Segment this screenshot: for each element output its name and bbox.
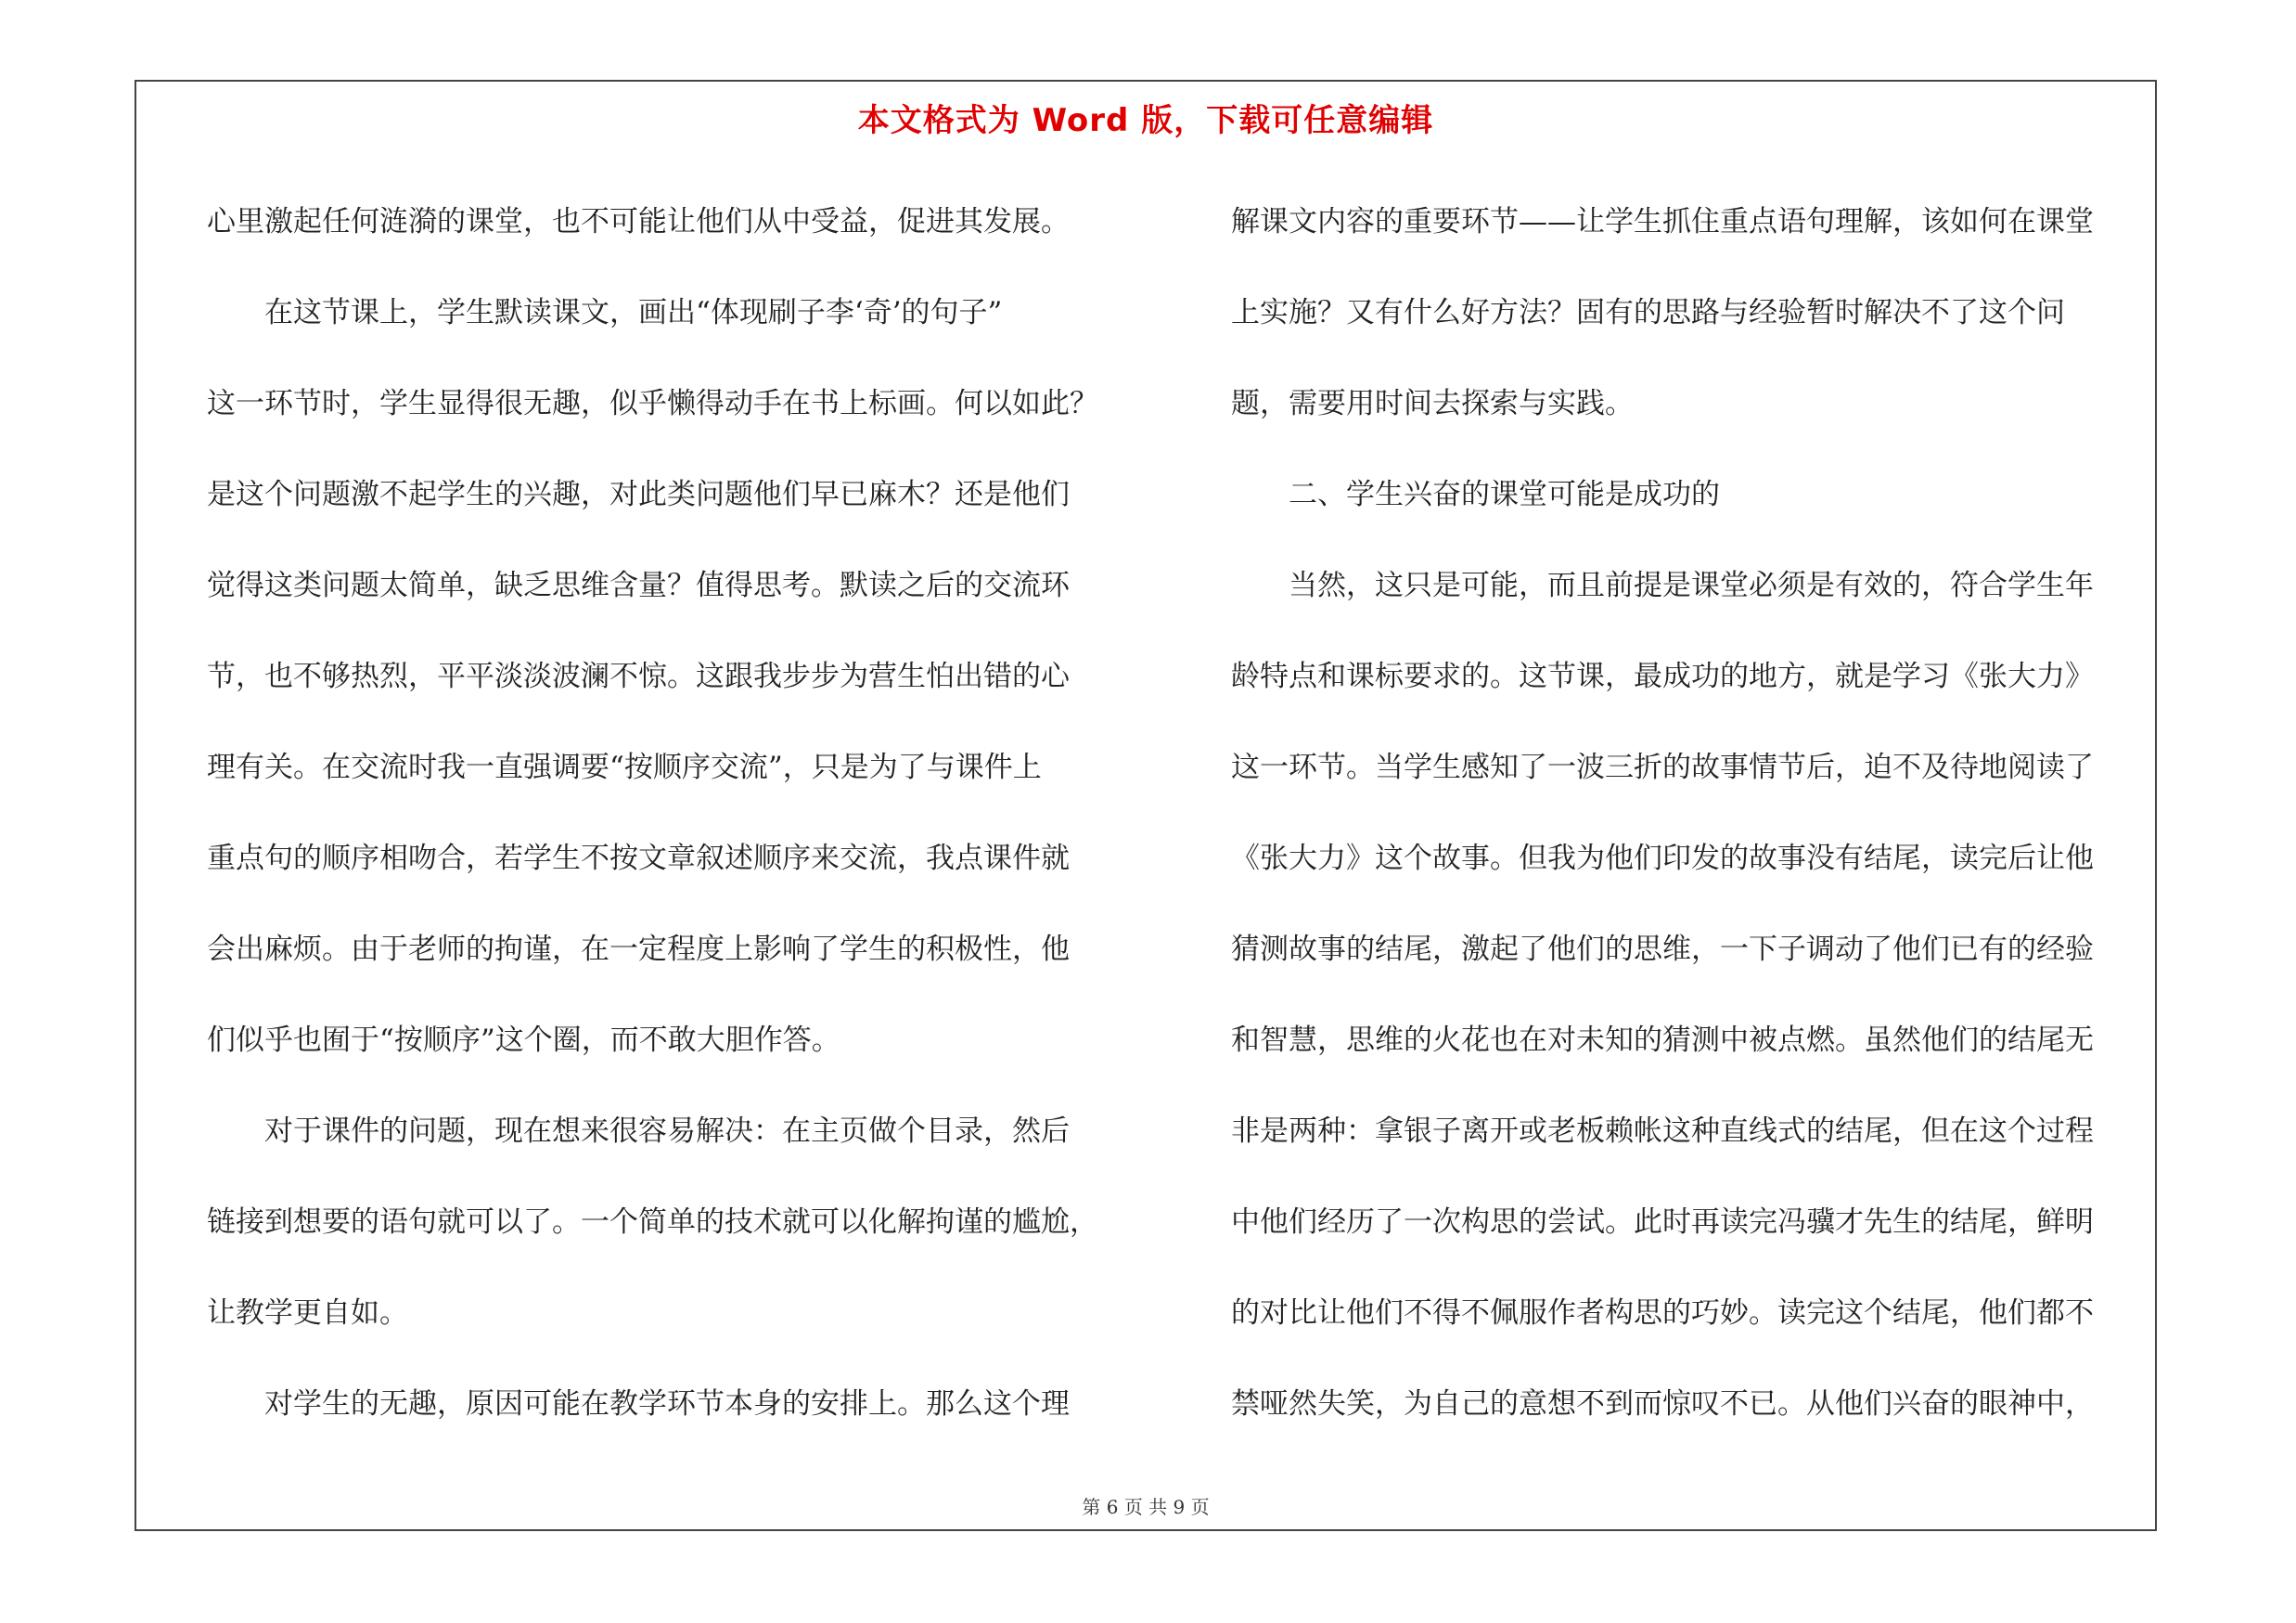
text-line: 理有关。在交流时我一直强调要“按顺序交流”，只是为了与课件上 — [207, 751, 1042, 784]
text-line: 心里激起任何涟漪的课堂，也不可能让他们从中受益，促进其发展。 — [207, 205, 1070, 238]
text-line: 当然，这只是可能，而且前提是课堂必须是有效的，符合学生年 — [1231, 569, 2094, 602]
text-line: 非是两种：拿银子离开或老板赖帐这种直线式的结尾，但在这个过程 — [1231, 1114, 2094, 1148]
word-format-notice: 本文格式为 Word 版，下载可任意编辑 — [857, 102, 1434, 139]
text-line: 中他们经历了一次构思的尝试。此时再读完冯骥才先生的结尾，鲜明 — [1231, 1205, 2094, 1239]
text-line: 猜测故事的结尾，激起了他们的思维，一下子调动了他们已有的经验 — [1231, 933, 2094, 966]
page-frame — [135, 80, 2157, 1531]
text-line: 这一环节时，学生显得很无趣，似乎懒得动手在书上标画。何以如此？ — [207, 387, 1098, 420]
text-line: 节，也不够热烈，平平淡淡波澜不惊。这跟我步步为营生怕出错的心 — [207, 660, 1070, 693]
text-line: 这一环节。当学生感知了一波三折的故事情节后，迫不及待地阅读了 — [1231, 751, 2094, 784]
text-line: 上实施？又有什么好方法？固有的思路与经验暂时解决不了这个问 — [1231, 296, 2065, 329]
right-column — [1231, 176, 2159, 1449]
text-line: 在这节课上，学生默读课文，画出“体现刷子李‘奇’的句子” — [207, 296, 1003, 329]
text-line: 禁哑然失笑，为自己的意想不到而惊叹不已。从他们兴奋的眼神中， — [1231, 1387, 2094, 1421]
text-line: 链接到想要的语句就可以了。一个简单的技术就可以化解拘谨的尴尬， — [207, 1205, 1098, 1239]
text-line: 们似乎也囿于“按顺序”这个圈，而不敢大胆作答。 — [207, 1024, 840, 1057]
section-heading: 二、学生兴奋的课堂可能是成功的 — [1231, 478, 1720, 511]
text-line: 让教学更自如。 — [207, 1296, 408, 1330]
text-line: 对学生的无趣，原因可能在教学环节本身的安排上。那么这个理 — [207, 1387, 1070, 1421]
text-line: 重点句的顺序相吻合，若学生不按文章叙述顺序来交流，我点课件就 — [207, 842, 1070, 875]
text-line: 的对比让他们不得不佩服作者构思的巧妙。读完这个结尾，他们都不 — [1231, 1296, 2094, 1330]
text-line: 会出麻烦。由于老师的拘谨，在一定程度上影响了学生的积极性，他 — [207, 933, 1070, 966]
text-line: 和智慧，思维的火花也在对未知的猜测中被点燃。虽然他们的结尾无 — [1231, 1024, 2094, 1057]
text-line: 是这个问题激不起学生的兴趣，对此类问题他们早已麻木？还是他们 — [207, 478, 1070, 511]
text-line: 觉得这类问题太简单，缺乏思维含量？值得思考。默读之后的交流环 — [207, 569, 1070, 602]
left-column — [207, 176, 1135, 1449]
text-line: 解课文内容的重要环节——让学生抓住重点语句理解，该如何在课堂 — [1231, 205, 2094, 238]
text-line: 题，需要用时间去探索与实践。 — [1231, 387, 1634, 420]
text-line: 对于课件的问题，现在想来很容易解决：在主页做个目录，然后 — [207, 1114, 1070, 1148]
text-line: 《张大力》这个故事。但我为他们印发的故事没有结尾，读完后让他 — [1231, 842, 2094, 875]
text-line: 龄特点和课标要求的。这节课，最成功的地方，就是学习《张大力》 — [1231, 660, 2094, 693]
page-number: 第 6 页 共 9 页 — [1082, 1496, 1210, 1518]
